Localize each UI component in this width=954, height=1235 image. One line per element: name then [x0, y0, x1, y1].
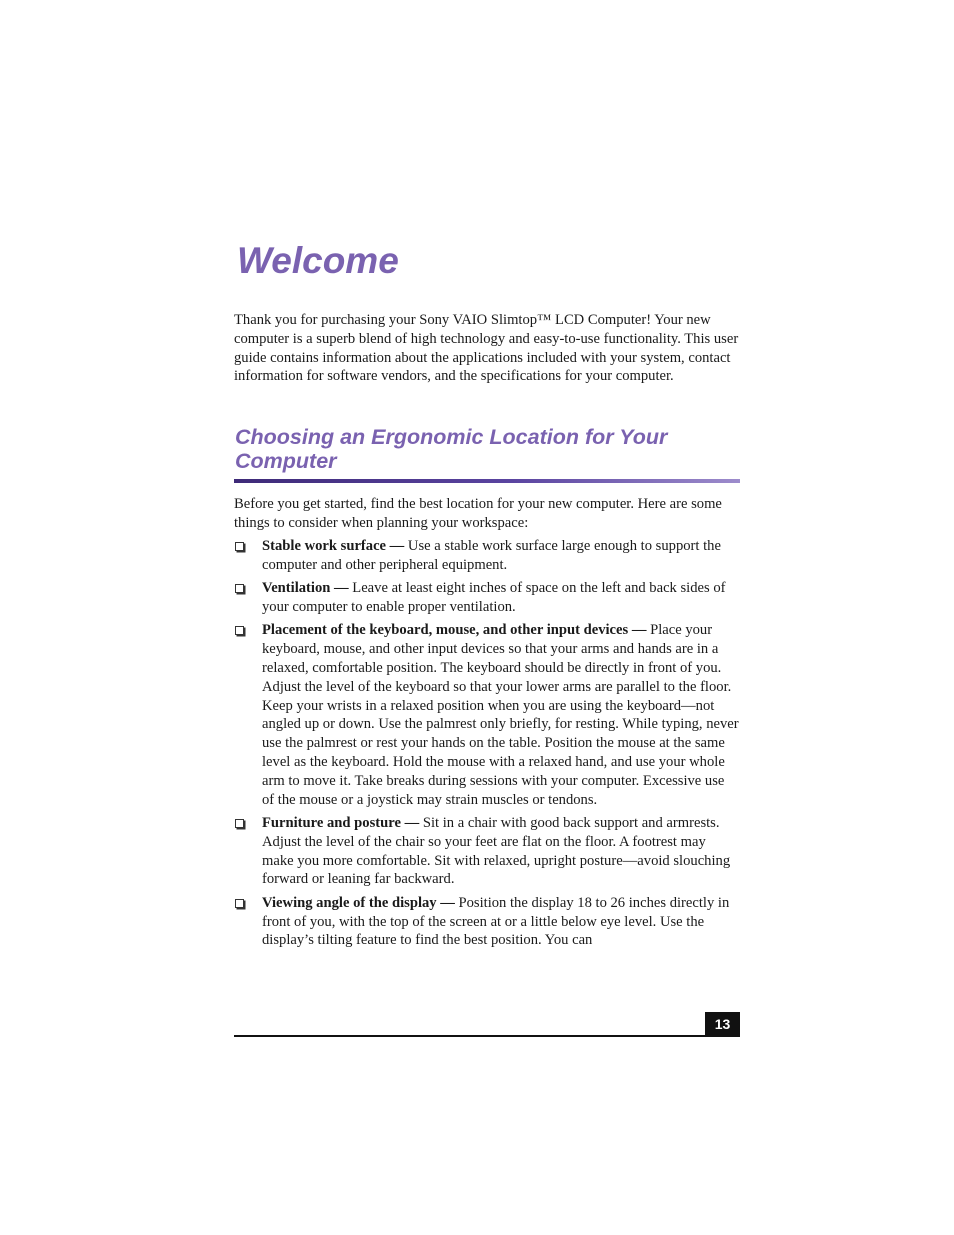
- section-lead-paragraph: Before you get started, find the best location for your new computer. Here are some things to consider when planning your workspace:: [234, 496, 722, 531]
- list-item-term: Furniture and posture —: [262, 814, 420, 831]
- checkbox-bullet-icon: [235, 542, 244, 551]
- checkbox-bullet-icon: [235, 626, 244, 635]
- list-item: [234, 537, 740, 575]
- ergonomic-tips-list: [234, 537, 740, 955]
- list-item-text: Use a stable work surface large enough to support the computer and other peripheral equipment.: [262, 538, 721, 573]
- list-item-text: Position the display 18 to 26 inches directly in front of you, with the top of the screen at or a little below eye level. Use the display’s tilting feature to find the best position. You can: [262, 894, 730, 949]
- list-item-term: Ventilation —: [262, 580, 349, 597]
- list-item-text: Leave at least eight inches of space on the left and back sides of your computer to enable proper ventilation.: [262, 580, 726, 615]
- list-item-text: Sit in a chair with good back support and armrests. Adjust the level of the chair so your feet are flat on the floor. A footrest may make you more comfortable. Sit with relaxed, upright posture—avoid slouching forward or leaning far backward.: [262, 814, 731, 888]
- checkbox-bullet-icon: [235, 899, 244, 908]
- page-number: 13: [705, 1012, 740, 1037]
- checkbox-bullet-icon: [235, 584, 244, 593]
- list-item: [234, 579, 740, 617]
- list-item: [234, 814, 740, 889]
- list-item-term: Stable work surface —: [262, 538, 405, 554]
- list-item-term: Viewing angle of the display —: [262, 894, 455, 911]
- section-divider: [234, 479, 740, 483]
- list-item: [234, 621, 740, 809]
- page-title: Welcome: [237, 240, 399, 281]
- footer-rule: [234, 1035, 740, 1037]
- list-item-text: Place your keyboard, mouse, and other input devices so that your arms and hands are in a relaxed, comfortable position. The keyboard should be directly in front of you. Adjust the level of the keyboard so that your lower arms are parallel to the floor. Keep your wrists in a relaxed position when you are using the keyboard—not angled up or down. Use the palmrest only briefly, for resting. While typing, never use the palmrest or rest your hands on the table. Position the mouse at the same level as the keyboard. Hold the mouse with a relaxed hand, and use your whole arm to move it. Take breaks during sessions with your computer. Excessive use of the mouse or a joystick may strain muscles or tendons.: [262, 622, 739, 808]
- section-heading: Choosing an Ergonomic Location for Your Computer: [235, 425, 668, 473]
- list-item-term: Placement of the keyboard, mouse, and other input devices —: [262, 622, 647, 639]
- intro-paragraph: Thank you for purchasing your Sony VAIO Slimtop™ LCD Computer! Your new computer is a superb blend of high technology and easy-to-use functionality. This user guide contains information about the applications included with your system, contact information for software vendors, and the specifications for your computer.: [234, 312, 739, 385]
- list-item: [234, 894, 740, 950]
- checkbox-bullet-icon: [235, 819, 244, 828]
